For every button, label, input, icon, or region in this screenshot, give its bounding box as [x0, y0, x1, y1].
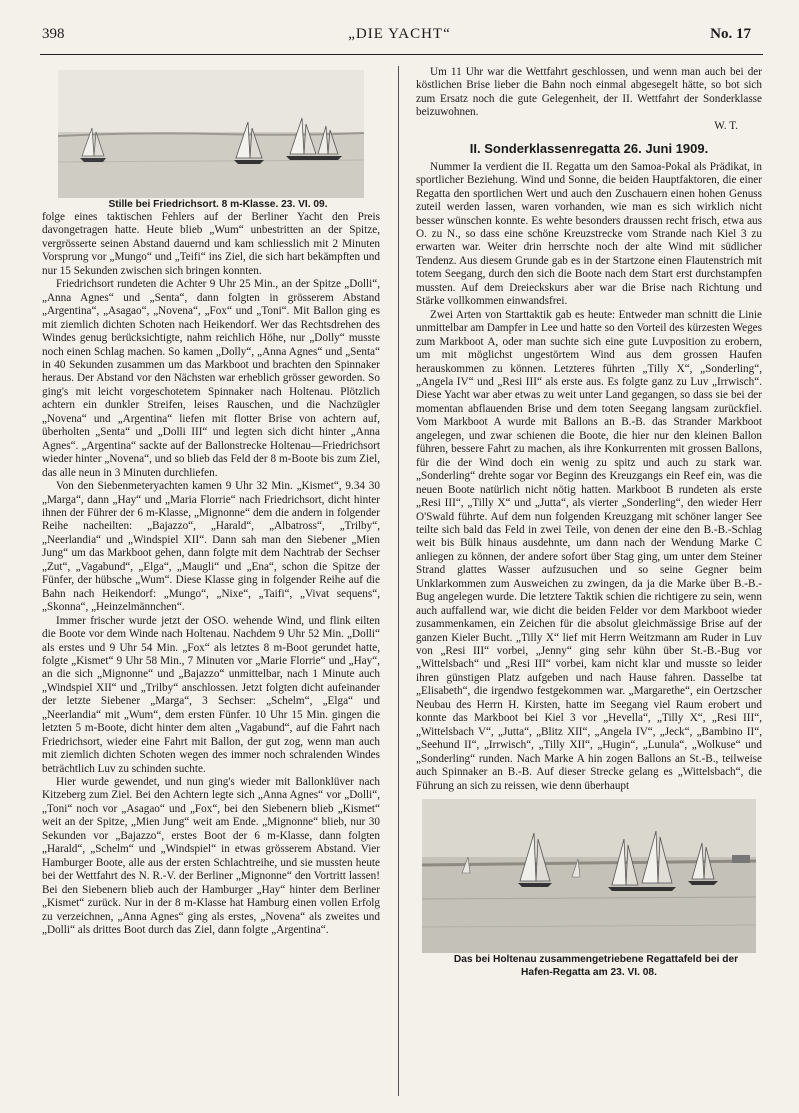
photo-regatta-holtenau — [422, 799, 756, 953]
issue-number: No. 17 — [710, 26, 751, 42]
sailboats-illustration — [58, 70, 364, 198]
article-paragraph: Zwei Arten von Starttaktik gab es heute: Entweder man schnitt die Linie unmittelbar am Dampfer in Lee und hatte so den Vorteil des kürzesten Weges zum Markboot A, oder man suchte sich eine gute Luvposition zu erobern, um mit möglichst ungestörtem Wind aus dem grossen Haufen herauskommen zu können. Letzteres führten „Tilly X“, „Sonderling“, „Angela IV“ und „Resi III“ als erste aus. Es folgte ganz zu Luv „Irrwisch“. Diese Yacht war aber etwas zu weit unter Land gegangen, so dass sie bei der momentan abflauenden Brise und dem toten Seegang langsam zurückfiel. Vom Markboot A wurde mit Ballons an B.-B. das Strander Markboot angelegen, und zwar schienen die Boote, die hier nur den kleinen Ballon führen, bessere Fahrt zu machen, als ihre Konkurrenten mit grossen Ballons, für die der Wind doch ein wenig zu spitz und auch zu stark war. „Sonderling“ drehte sogar vor Beginn des Kreuzgangs ein Reef ein, was die neuen Boote natürlich nicht nötig hatten. Markboot B rundeten als erste „Resi III“, „Tilly X“ und „Jutta“, als vierter „Sonderling“, den wieder Herr O'Swald führte. Auf dem nun folgenden Kreuzgang mit schöner langer See teilte sich bald das Feld in zwei Teile, von denen der eine den B.-B.-Schlag weit bis Bülk hinaus ausdehnte, um dann nach der Wendung Marke C anliegen zu können, der andere sofort über Stag ging, um unter dem Steiner Strand glattes Wasser aufzusuchen und so seine Gegner beim Unklarkommen zum Ausweichen zu zwingen, da ja die Marke über B.-B.-Bug angelegen wurde. Die letztere Taktik schien die richtigere zu sein, wenn auch auffallend war, wie dicht die beiden Felder vor dem Markboot wieder zusammenkamen, ein Zeichen für die absolut gleichmässige Brise auf der ganzen Kieler Bucht. „Tilly X“ lief mit Herrn Weitzmann am Ruder in Luv von „Resi III“ vorbei, „Jenny“ ging sehr kühn über St.-B.-Bug vor „Wittelsbach“ und „Resi III“ vorbei, kam nicht klar und musste so leider ihren günstigen Platz aufgeben und nach Hause fahren. Dasselbe tat „Elisabeth“, die irgendwo festgekommen war. „Margarethe“, ein Oertzscher Neubau des Herrn H. Kirsten, hatte im Seegang viel Raum erobert und konnte das Markboot bei Kiel 3 vor „Hevella“, „Tilly X“, „Resi III“, „Wittelsbach V“, „Jutta“, „Blitz XII“, „Angela IV“, „Jeck“, „Bambino II“, „Seehund II“, „Irrwisch“, „Tilly XII“, „Hugin“, „Lunula“, „Wolkuse“ und „Sonderling“ runden. Nach Marke A hin zogen Ballons an St.-B., teilweise auch Spinnaker an B.-B. Auf dieser Strecke gelang es „Wittelsbach“, die Führung an sich zu reissen, wie denn überhaupt — [416, 308, 762, 792]
article-paragraph: Immer frischer wurde jetzt der OSO. wehende Wind, und flink eilten die Boote vor dem Winde nach Holtenau. Nachdem 9 Uhr 52 Min. „Dolli“ als erstes und 9 Uhr 54 Min. „Fox“ als letztes 8 m-Boot gerundet hatte, folgte „Kismet“ 9 Uhr 58 Min., 7 Minuten vor „Marie Florrie“ und „Hay“, an die sich „Mignonne“ und „Bajazzo“ unmittelbar, nach 1 Minute auch „Windspiel XII“ und „Trilby“ anschlossen. Jetzt folgten dicht aufeinander der letzte Siebener „Marga“, 3 Sechser: „Schelm“, „Elga“ und „Neerlandia“ mit „Wum“, dem ersten Fünfer. 10 Uhr 15 Min. gingen die letzten 5 m-Boote, dicht hinter dem alten „Vagabund“, auf die Fahrt nach Friedrichsort, wieder eine Fahrt mit Ballon, der gut zog, wenn man auch mit ziemlich dichten Schoten wegen des immer noch schralenden Windes beträchtlich Luv zu schinden suchte. — [42, 614, 380, 775]
photo-sailboats-friedrichsort — [58, 70, 364, 198]
photo-caption-bottom — [416, 953, 762, 979]
column-divider — [398, 66, 399, 1096]
section-heading: II. Sonderklassenregatta 26. Juni 1909. — [469, 141, 709, 157]
left-column — [42, 66, 380, 937]
article-paragraph: Von den Siebenmeteryachten kamen 9 Uhr 32 Min. „Kismet“, 9.34 30 „Marga“, dann „Hay“ und „Maria Florrie“ nach Friedrichsort, dicht hinter ihnen der Führer der 6 m-Klasse, „Mignonne“ dem die andern in folgender Reihe nacheilten: „Bajazzo“, „Harald“, „Albatross“, „Trilby“, „Neerlandia“ und „Windspiel XII“. Dann sah man den Siebener „Mien Jung“ um das Markboot gehen, dann folgte mit dem Nachtrab der Sechser „Zut“, „Vagabund“, „Elga“, „Maugli“ und „Ena“, schon die Spitze der Fünfer, der hübsche „Wum“. Diese Klasse ging in folgender Reihe auf die Bahn nach Heikendorf: „Mungo“, „Nixe“, „Taifi“, „Vivat sequens“, „Skonna“, „Heinzelmännchen“. — [42, 480, 380, 614]
right-column — [416, 66, 762, 979]
caption-line: Das bei Holtenau zusammengetriebene Regattafeld bei der — [453, 954, 739, 966]
header-rule — [40, 54, 763, 55]
author-signature: W. T. — [714, 119, 738, 132]
article-paragraph: Friedrichsort rundeten die Achter 9 Uhr 25 Min., an der Spitze „Dolli“, „Anna Agnes“ und „Senta“, dann folgten in grösserem Abstand „Argentina“, „Asagao“, „Novena“, „Fox“ und „Toni“. Mit Ballon ging es mit ziemlich dichten Schoten nach Heikendorf. Wer das Rechtsdrehen des Windes genug berücksichtigte, nahm reichlich Höhe, nur „Dolly“ musste noch einen Schlag machen. So kamen „Dolly“, „Anna Agnes“ und „Senta“ in 40 Sekunden zusammen um das Markboot und brachten den Spinnaker heraus. Der Abstand vor den Nächsten war erheblich grösser geworden. So ging's mit leicht vorgeschotetem Spinnaker nach Holtenau. Plötzlich achtern ein dunkler Streifen, leises Rauschen, und die Nachzügler „Novena“ und „Argentina“ liefen mit flotter Brise von achtern auf, überholten „Senta“ und „Dolli III“ und legten sich dicht hinter „Anna Agnes“. „Argentina“ sackte auf der Ballonstrecke Holtenau—Friedrichsort wieder hinter „Novena“, und so blieb das Feld der 8 m-Boote bis zum Ziel, das alle neun in 3 Minuten durchliefen. — [42, 278, 380, 479]
regatta-illustration — [422, 799, 756, 953]
article-paragraph: folge eines taktischen Fehlers auf der Berliner Yacht den Preis davongetragen hatte. Heute blieb „Wum“ unbestritten an der Spitze, vergrösserte seinen Abstand dauernd und kam schliesslich mit 2 Minuten Vorsprung vor „Mungo“ und „Teifi“ ins Ziel, die sich hart bekämpften und nur 15 Sekunden zwischen sich bringen konnten. — [42, 211, 380, 277]
article-paragraph: Nummer Ia verdient die II. Regatta um den Samoa-Pokal als Prädikat, in sportlicher Beziehung. Wind und Sonne, die beiden Hauptfaktoren, die einer Regatta den sportlichen Wert und auch den Zuschauern einen hohen Genuss zuteil werden lassen, waren vorhanden, wie man es sich wirklich nicht besser wünschen konnte. Es wehte besonders draussen recht frisch, etwa aus O. zu N., so dass eine schöne Kreuzstrecke vom Strande nach Kiel 3 zu erwarten war. Weiter drin herrschte noch der alte Wind mit südlicher Tendenz. Aus diesem Grunde gab es in der Startzone einen Flautenstrich mit totem Seegang, durch den sich die Boote nach dem Start erst durchstampfen mussten. Auf dem Dreieckskurs aber war die Brise nach Richtung und Stärke vollkommen einwandsfrei. — [416, 160, 762, 308]
caption-line: Hafen-Regatta am 23. VI. 08. — [521, 967, 657, 979]
page-number: 398 — [42, 26, 65, 42]
photo-caption-top: Stille bei Friedrichsort. 8 m-Klasse. 23. VI. 09. — [108, 199, 328, 210]
intro-paragraph: Um 11 Uhr war die Wettfahrt geschlossen, und wenn man auch bei der köstlichen Brise lieber die Bahn noch einmal abgesegelt hätte, so bot sich zum Ersatz noch die gute Gelegenheit, der II. Wettfahrt der Sonderklasse beizuwohnen. — [416, 66, 762, 119]
page-header — [28, 26, 771, 52]
article-paragraph: Hier wurde gewendet, und nun ging's wieder mit Ballonklüver nach Kitzeberg zum Ziel. Bei den Achtern legte sich „Anna Agnes“ vor „Dolli“, „Toni“ noch vor „Asagao“ und „Fox“, bei den Siebenern blieb „Kismet“ weit an der Spitze, „Mien Jung“ weit am Ende. „Mignonne“ blieb, nur 30 Sekunden vor „Bajazzo“, erstes Boot der 6 m-Klasse, dann folgten „Harald“, „Schelm“ und „Windspiel“ in etwas grösserem Abstand. Vier Hamburger Boote, alle aus der ersten Schlachtreihe, und sie mussten heute bei der Wettfahrt des N. R.-V. der Berliner „Mignonne“ den Vortritt lassen! Bei den Siebenern blieb auch der Hamburger „Hay“ hinter dem Berliner „Kismet“ zurück. Nur in der 8 m-Klasse hat Hamburg einen vollen Erfolg zu verzeichnen, „Anna Agnes“ ging als erstes, „Novena“ als zweites und „Dolli“ als drittes Boot durch das Ziel, dann folgte „Argentina“. — [42, 776, 380, 937]
journal-title: „DIE YACHT“ — [348, 26, 451, 42]
